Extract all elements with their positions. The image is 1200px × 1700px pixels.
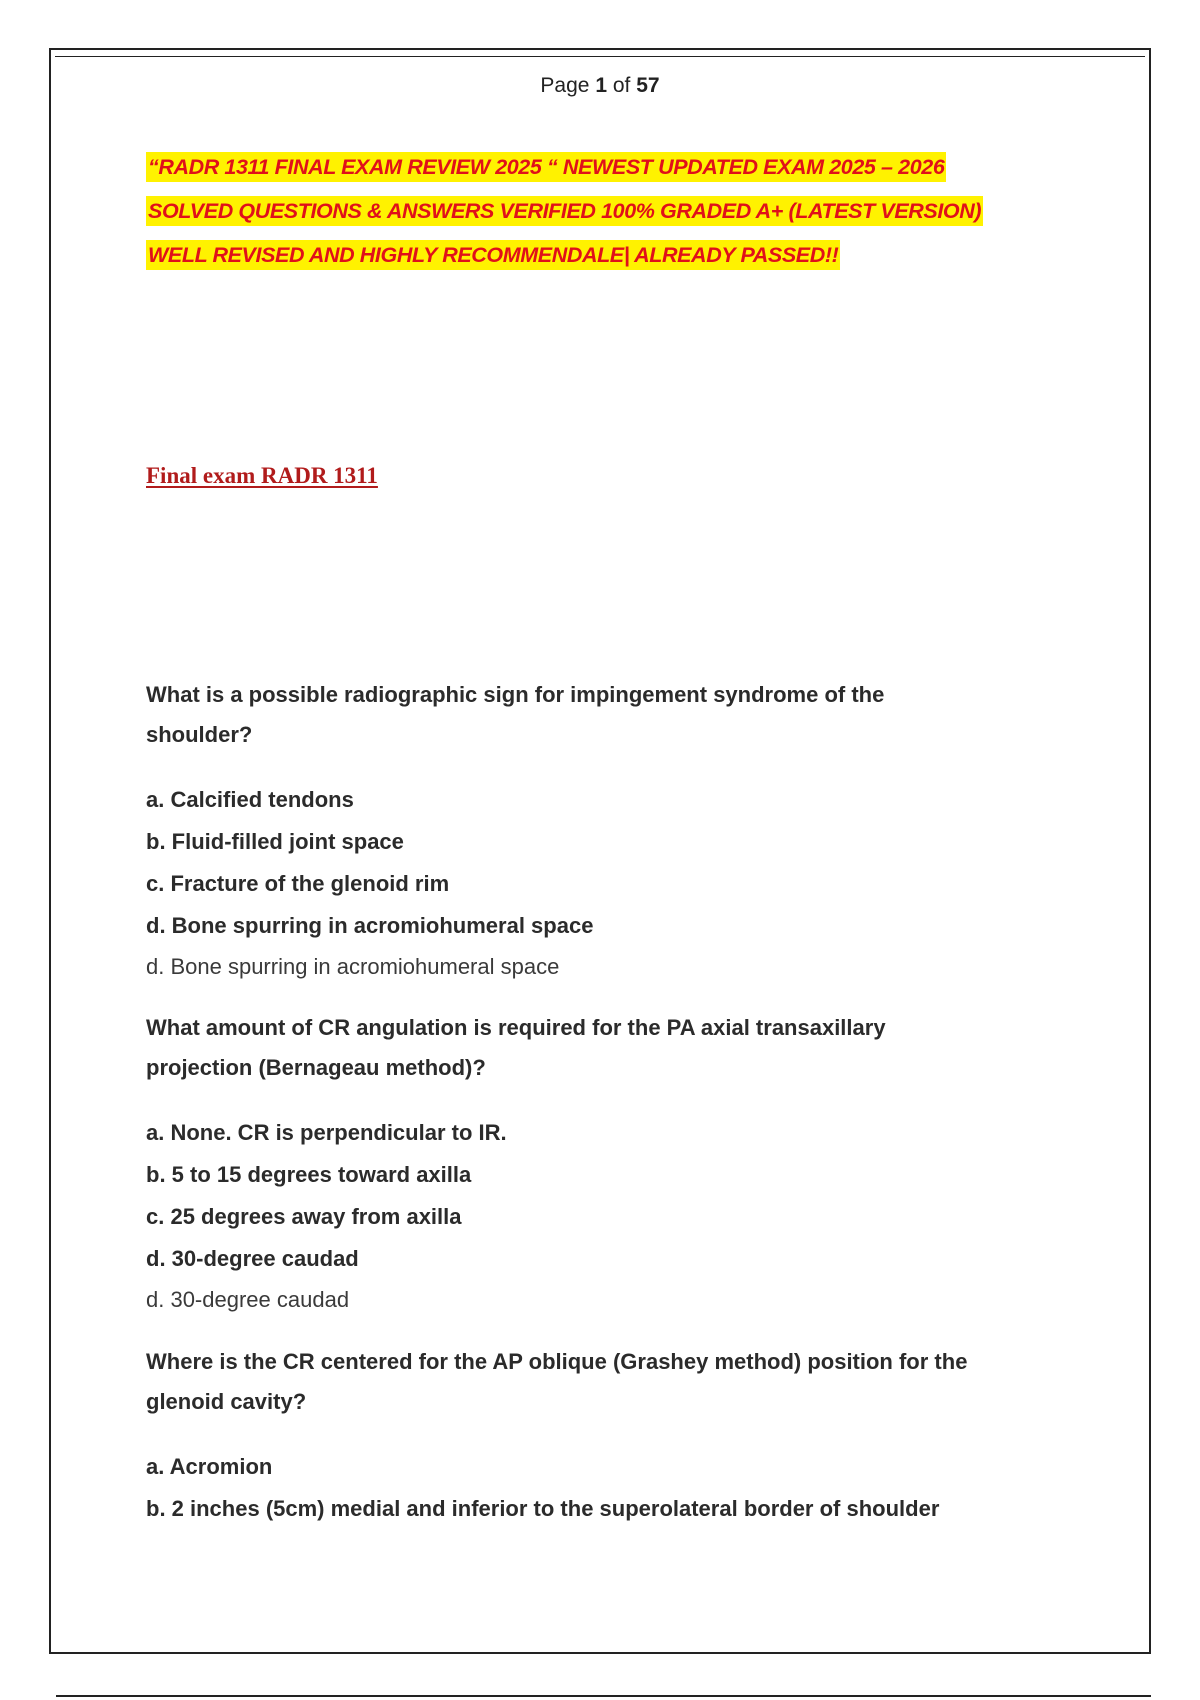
question-line: What is a possible radiographic sign for impingement syndrome of the: [146, 682, 885, 707]
option-b: b. 5 to 15 degrees toward axilla: [146, 1162, 472, 1187]
option-list: [146, 1112, 1106, 1280]
option-c: c. Fracture of the glenoid rim: [146, 871, 450, 896]
option-b: b. 2 inches (5cm) medial and inferior to the superolateral border of shoulder: [146, 1496, 940, 1521]
page-of: of: [612, 74, 631, 97]
question-line: What amount of CR angulation is required for the PA axial transaxillary: [146, 1015, 886, 1040]
option-d: d. 30-degree caudad: [146, 1246, 359, 1271]
page-frame: [49, 48, 1151, 1654]
question-block-1: [146, 675, 1106, 987]
page-current: 1: [595, 74, 607, 97]
question-text: [146, 1008, 1106, 1088]
page-total: 57: [636, 74, 660, 97]
section-title: Final exam RADR 1311: [146, 463, 378, 488]
heading-line-1: “RADR 1311 FINAL EXAM REVIEW 2025 “ NEWEST UPDATED EXAM 2025 – 2026: [146, 152, 946, 182]
question-line: shoulder?: [146, 722, 253, 747]
next-page-edge: [56, 1695, 1151, 1697]
question-text: [146, 675, 1106, 755]
question-block-2: [146, 1008, 1106, 1320]
question-line: Where is the CR centered for the AP oblique (Grashey method) position for the: [146, 1349, 968, 1374]
option-d: d. Bone spurring in acromiohumeral space: [146, 913, 594, 938]
question-text: [146, 1342, 1106, 1422]
question-line: glenoid cavity?: [146, 1389, 307, 1414]
option-a: a. None. CR is perpendicular to IR.: [146, 1120, 507, 1145]
option-a: a. Acromion: [146, 1454, 273, 1479]
option-list: [146, 1446, 1106, 1530]
page-label: Page: [540, 74, 590, 97]
answer-text: d. 30-degree caudad: [146, 1287, 350, 1312]
page-number: [51, 74, 1149, 98]
option-list: [146, 779, 1106, 947]
heading-line-3: WELL REVISED AND HIGHLY RECOMMENDALE| ALREADY PASSED!!: [146, 240, 840, 270]
answer-text: d. Bone spurring in acromiohumeral space: [146, 954, 560, 979]
top-rule: [55, 56, 1145, 57]
question-line: projection (Bernageau method)?: [146, 1055, 486, 1080]
document-heading: [146, 145, 1106, 277]
option-c: c. 25 degrees away from axilla: [146, 1204, 462, 1229]
option-b: b. Fluid-filled joint space: [146, 829, 404, 854]
heading-line-2: SOLVED QUESTIONS & ANSWERS VERIFIED 100% GRADED A+ (LATEST VERSION): [146, 196, 983, 226]
question-block-3: [146, 1342, 1106, 1530]
option-a: a. Calcified tendons: [146, 787, 354, 812]
